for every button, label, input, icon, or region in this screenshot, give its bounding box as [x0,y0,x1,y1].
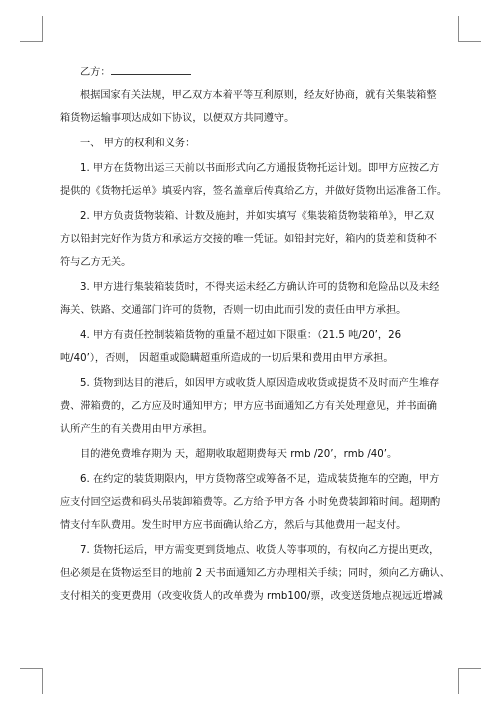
paragraph-line: 7. 货物托运后，甲方需变更到货地点、收货人等事项的，有权向乙方提出更改， [80,545,440,556]
paragraph-line: 目的港免费堆存期为 天，超期收取超期费每天 rmb /20’，rmb /40’。 [80,449,398,460]
party-b-blank [111,64,191,75]
clause-7 [60,544,448,604]
clause-3 [60,281,448,318]
paragraph-line: 费、滞箱费的，乙方应及时通知甲方；甲方应书面通知乙方有关处理意见，并书面确 [60,401,437,412]
crop-mark-top-left [20,16,43,42]
paragraph-line: 情支付车队费用。发生时甲方应书面确认给乙方，然后与其他费用一起支付。 [60,520,407,531]
crop-mark-top-right [458,16,481,42]
paragraph-intro [60,89,448,126]
paragraph-line: 3. 甲方进行集装箱装货时，不得夹运未经乙方确认许可的货物和危险品以及未经 [80,282,440,293]
paragraph-line: 5. 货物到达目的港后，如因甲方或收货人原因造成收货或提货不及时而产生堆存 [80,378,440,389]
clause-5 [60,377,448,437]
document-body [60,64,448,604]
paragraph-line: 支付相关的变更费用（改变收货人的改单费为 rmb100/票，改变送货地点视远近增减 [60,591,443,602]
paragraph-line: 根据国家有关法规，甲乙双方本着平等互利原则，经友好协商，就有关集装箱整 [80,90,437,101]
clause-6 [60,473,448,533]
paragraph-line: 方以铅封完好作为货方和承运方交接的唯一凭证。如铅封完好，箱内的货差和货种不 [60,234,437,245]
paragraph-line: 4. 甲方有责任控制装箱货物的重量不超过如下限重：（21.5 吨/20’，26 [80,330,402,341]
crop-mark-bottom-right [458,668,481,694]
section-heading [60,137,448,151]
storage-period-note [60,448,448,462]
paragraph-line: 1. 甲方在货物出运三天前以书面形式向乙方通报货物托运计划。即甲方应按乙方 [80,163,440,174]
paragraph-line: 提供的《货物托运单》填妥内容，签名盖章后传真给乙方，并做好货物出运准备工作。 [60,186,448,197]
section-heading-text: 一、 甲方的权利和义务： [80,138,196,149]
paragraph-line: 但必须是在货物运至目的地前 2 天书面通知乙方办理相关手续；同时，须向乙方确认、 [60,568,450,579]
crop-mark-bottom-left [20,668,43,694]
clause-1 [60,162,448,199]
paragraph-line: 符与乙方无关。 [60,257,132,268]
paragraph-line: 认所产生的有关费用由甲方承担。 [60,424,213,435]
paragraph-line: 6. 在约定的装货期限内，甲方货物落空或筹备不足，造成装货拖车的空跑，甲方 [80,474,440,485]
paragraph-line: 海关、铁路、交通部门许可的货物，否则一切由此而引发的责任由甲方承担。 [60,305,407,316]
party-b-label: 乙方： [80,67,111,78]
clause-2 [60,210,448,270]
paragraph-line: 箱货物运输事项达成如下协议，以便双方共同遵守。 [60,113,295,124]
clause-4 [60,329,448,366]
paragraph-line: 2. 甲方负责货物装箱、计数及施封，并如实填写《集装箱货物装箱单》，甲乙双 [80,211,435,222]
party-b-line [60,64,448,78]
paragraph-line: 应支付回空运费和码头吊装卸箱费等。乙方给予甲方各 小时免费装卸箱时间。超期酌 [60,497,441,508]
paragraph-line: 吨/40’），否则， 因超重或隐瞒超重所造成的一切后果和费用由甲方承担。 [60,353,394,364]
